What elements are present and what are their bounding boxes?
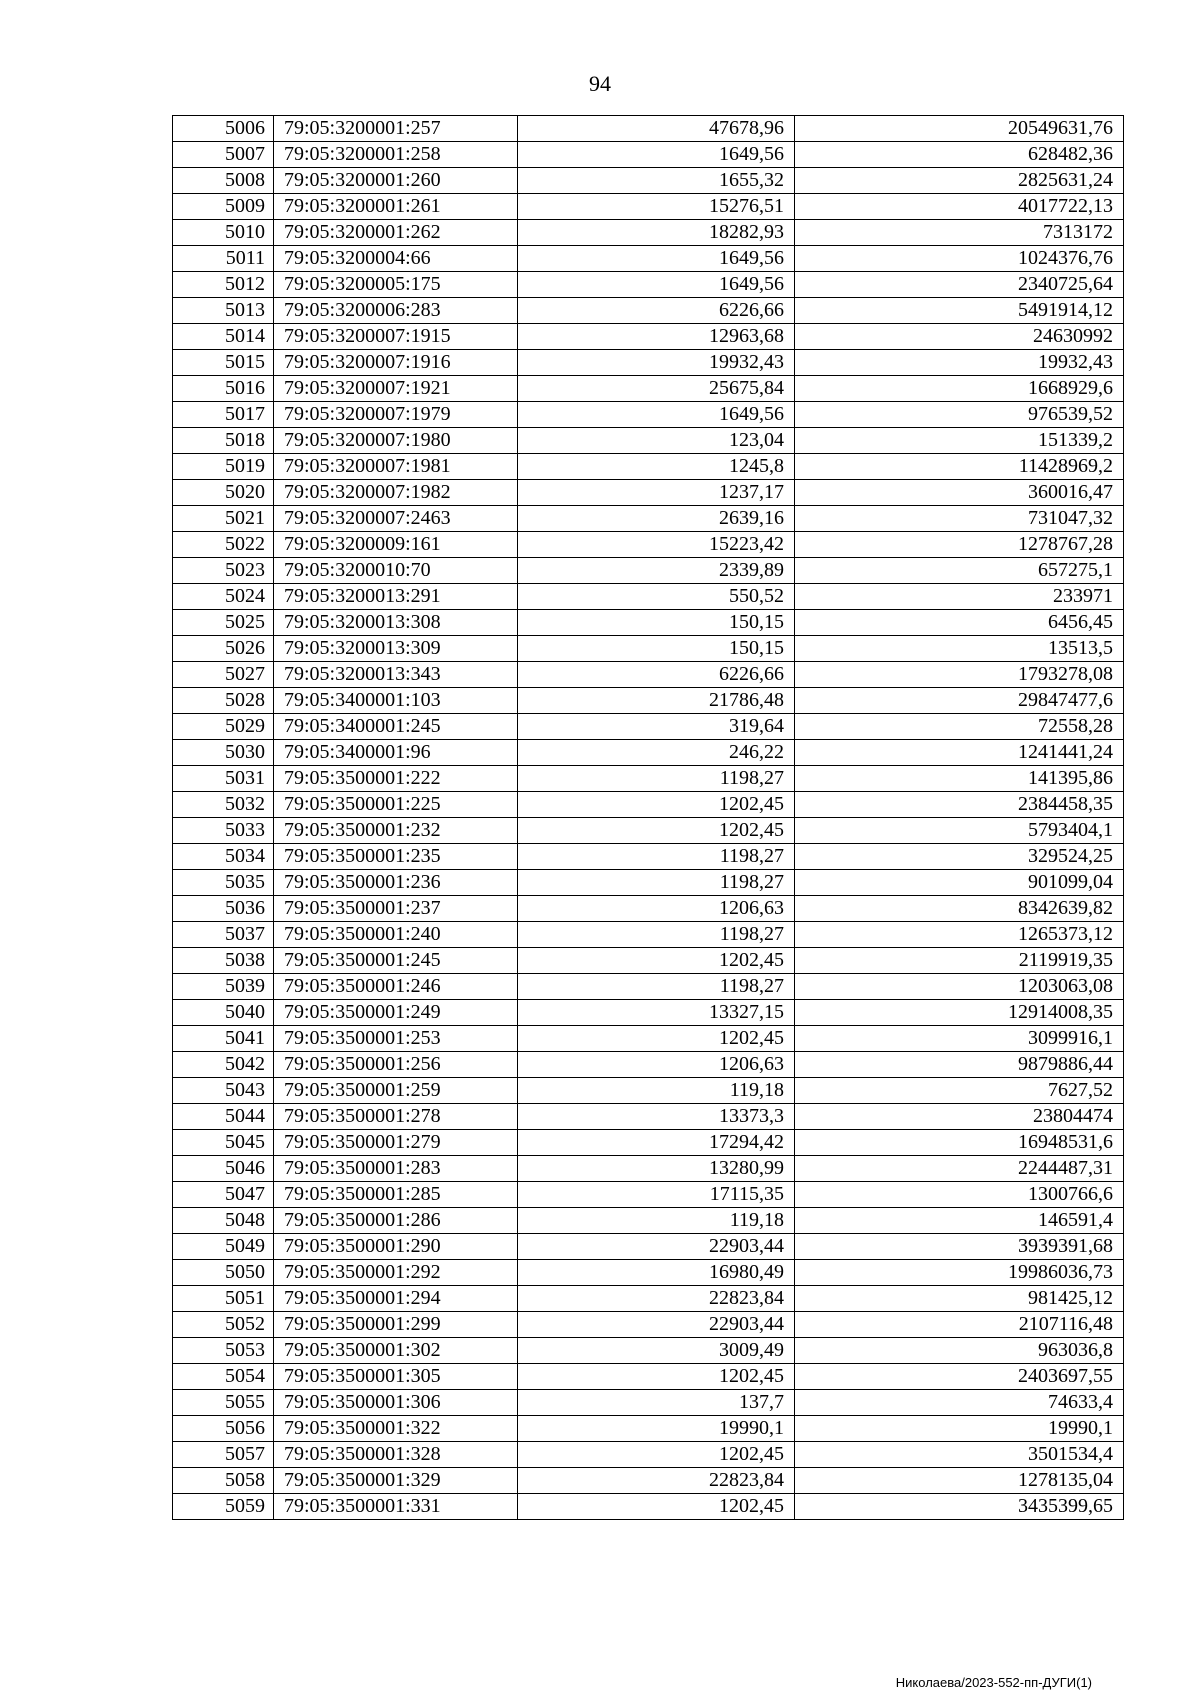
- table-row: [173, 662, 1124, 688]
- value-cell: 981425,12: [795, 1286, 1124, 1312]
- area-cell: 1206,63: [518, 1052, 795, 1078]
- row-number-cell: 5025: [173, 610, 274, 636]
- row-number-cell: 5009: [173, 194, 274, 220]
- value-cell: 976539,52: [795, 402, 1124, 428]
- area-cell: 2339,89: [518, 558, 795, 584]
- table-row: [173, 1052, 1124, 1078]
- value-cell: 24630992: [795, 324, 1124, 350]
- value-cell: 1265373,12: [795, 922, 1124, 948]
- table-row: [173, 1130, 1124, 1156]
- cadastral-number-cell: 79:05:3200009:161: [274, 532, 518, 558]
- area-cell: 22903,44: [518, 1312, 795, 1338]
- area-cell: 12963,68: [518, 324, 795, 350]
- value-cell: 12914008,35: [795, 1000, 1124, 1026]
- row-number-cell: 5016: [173, 376, 274, 402]
- table-row: [173, 194, 1124, 220]
- area-cell: 1198,27: [518, 844, 795, 870]
- value-cell: 72558,28: [795, 714, 1124, 740]
- row-number-cell: 5037: [173, 922, 274, 948]
- area-cell: 119,18: [518, 1078, 795, 1104]
- row-number-cell: 5012: [173, 272, 274, 298]
- value-cell: 1278135,04: [795, 1468, 1124, 1494]
- cadastral-number-cell: 79:05:3500001:253: [274, 1026, 518, 1052]
- area-cell: 22823,84: [518, 1286, 795, 1312]
- row-number-cell: 5049: [173, 1234, 274, 1260]
- value-cell: 141395,86: [795, 766, 1124, 792]
- row-number-cell: 5045: [173, 1130, 274, 1156]
- value-cell: 329524,25: [795, 844, 1124, 870]
- cadastral-number-cell: 79:05:3500001:245: [274, 948, 518, 974]
- table-row: [173, 1286, 1124, 1312]
- area-cell: 1198,27: [518, 922, 795, 948]
- row-number-cell: 5055: [173, 1390, 274, 1416]
- area-cell: 1198,27: [518, 766, 795, 792]
- table-row: [173, 324, 1124, 350]
- cadastral-number-cell: 79:05:3500001:299: [274, 1312, 518, 1338]
- row-number-cell: 5015: [173, 350, 274, 376]
- cadastral-number-cell: 79:05:3500001:290: [274, 1234, 518, 1260]
- cadastral-number-cell: 79:05:3200001:258: [274, 142, 518, 168]
- area-cell: 22823,84: [518, 1468, 795, 1494]
- row-number-cell: 5035: [173, 870, 274, 896]
- cadastral-number-cell: 79:05:3500001:302: [274, 1338, 518, 1364]
- area-cell: 13280,99: [518, 1156, 795, 1182]
- cadastral-number-cell: 79:05:3400001:103: [274, 688, 518, 714]
- table-row: [173, 740, 1124, 766]
- table-row: [173, 1312, 1124, 1338]
- cadastral-number-cell: 79:05:3200004:66: [274, 246, 518, 272]
- area-cell: 123,04: [518, 428, 795, 454]
- table-row: [173, 714, 1124, 740]
- area-cell: 47678,96: [518, 116, 795, 142]
- row-number-cell: 5014: [173, 324, 274, 350]
- value-cell: 7627,52: [795, 1078, 1124, 1104]
- data-table: [172, 115, 1124, 1520]
- value-cell: 3501534,4: [795, 1442, 1124, 1468]
- cadastral-number-cell: 79:05:3200007:1921: [274, 376, 518, 402]
- table-row: [173, 1468, 1124, 1494]
- cadastral-number-cell: 79:05:3400001:245: [274, 714, 518, 740]
- area-cell: 19990,1: [518, 1416, 795, 1442]
- row-number-cell: 5052: [173, 1312, 274, 1338]
- cadastral-number-cell: 79:05:3500001:283: [274, 1156, 518, 1182]
- area-cell: 19932,43: [518, 350, 795, 376]
- row-number-cell: 5020: [173, 480, 274, 506]
- value-cell: 901099,04: [795, 870, 1124, 896]
- table-row: [173, 558, 1124, 584]
- area-cell: 1206,63: [518, 896, 795, 922]
- value-cell: 23804474: [795, 1104, 1124, 1130]
- value-cell: 2107116,48: [795, 1312, 1124, 1338]
- cadastral-number-cell: 79:05:3200010:70: [274, 558, 518, 584]
- value-cell: 29847477,6: [795, 688, 1124, 714]
- area-cell: 150,15: [518, 636, 795, 662]
- table-row: [173, 1104, 1124, 1130]
- cadastral-number-cell: 79:05:3500001:285: [274, 1182, 518, 1208]
- row-number-cell: 5006: [173, 116, 274, 142]
- row-number-cell: 5042: [173, 1052, 274, 1078]
- table-row: [173, 1338, 1124, 1364]
- row-number-cell: 5023: [173, 558, 274, 584]
- table-row: [173, 1416, 1124, 1442]
- area-cell: 1202,45: [518, 792, 795, 818]
- cadastral-number-cell: 79:05:3500001:331: [274, 1494, 518, 1520]
- table-row: [173, 584, 1124, 610]
- area-cell: 1202,45: [518, 948, 795, 974]
- row-number-cell: 5033: [173, 818, 274, 844]
- value-cell: 360016,47: [795, 480, 1124, 506]
- cadastral-number-cell: 79:05:3500001:259: [274, 1078, 518, 1104]
- cadastral-number-cell: 79:05:3200013:308: [274, 610, 518, 636]
- cadastral-number-cell: 79:05:3500001:306: [274, 1390, 518, 1416]
- row-number-cell: 5019: [173, 454, 274, 480]
- cadastral-number-cell: 79:05:3400001:96: [274, 740, 518, 766]
- table-row: [173, 142, 1124, 168]
- table-row: [173, 1156, 1124, 1182]
- value-cell: 1300766,6: [795, 1182, 1124, 1208]
- table-row: [173, 246, 1124, 272]
- table-row: [173, 220, 1124, 246]
- row-number-cell: 5053: [173, 1338, 274, 1364]
- value-cell: 1278767,28: [795, 532, 1124, 558]
- area-cell: 1198,27: [518, 974, 795, 1000]
- area-cell: 21786,48: [518, 688, 795, 714]
- cadastral-number-cell: 79:05:3200006:283: [274, 298, 518, 324]
- cadastral-number-cell: 79:05:3200013:291: [274, 584, 518, 610]
- table-row: [173, 1078, 1124, 1104]
- cadastral-number-cell: 79:05:3500001:286: [274, 1208, 518, 1234]
- area-cell: 25675,84: [518, 376, 795, 402]
- table-row: [173, 948, 1124, 974]
- value-cell: 9879886,44: [795, 1052, 1124, 1078]
- page-number: 94: [589, 71, 611, 96]
- table-row: [173, 506, 1124, 532]
- row-number-cell: 5051: [173, 1286, 274, 1312]
- table-row: [173, 1494, 1124, 1520]
- value-cell: 19990,1: [795, 1416, 1124, 1442]
- area-cell: 319,64: [518, 714, 795, 740]
- area-cell: 1245,8: [518, 454, 795, 480]
- area-cell: 1649,56: [518, 246, 795, 272]
- area-cell: 15223,42: [518, 532, 795, 558]
- row-number-cell: 5056: [173, 1416, 274, 1442]
- row-number-cell: 5040: [173, 1000, 274, 1026]
- value-cell: 4017722,13: [795, 194, 1124, 220]
- area-cell: 3009,49: [518, 1338, 795, 1364]
- area-cell: 22903,44: [518, 1234, 795, 1260]
- table-row: [173, 168, 1124, 194]
- table-row: [173, 298, 1124, 324]
- cadastral-number-cell: 79:05:3500001:240: [274, 922, 518, 948]
- table-row: [173, 1026, 1124, 1052]
- cadastral-number-cell: 79:05:3500001:222: [274, 766, 518, 792]
- row-number-cell: 5047: [173, 1182, 274, 1208]
- cadastral-number-cell: 79:05:3500001:236: [274, 870, 518, 896]
- cadastral-number-cell: 79:05:3500001:256: [274, 1052, 518, 1078]
- row-number-cell: 5030: [173, 740, 274, 766]
- value-cell: 19986036,73: [795, 1260, 1124, 1286]
- cadastral-number-cell: 79:05:3500001:292: [274, 1260, 518, 1286]
- area-cell: 6226,66: [518, 298, 795, 324]
- cadastral-number-cell: 79:05:3500001:294: [274, 1286, 518, 1312]
- row-number-cell: 5029: [173, 714, 274, 740]
- value-cell: 657275,1: [795, 558, 1124, 584]
- row-number-cell: 5038: [173, 948, 274, 974]
- table-row: [173, 896, 1124, 922]
- table-row: [173, 636, 1124, 662]
- table-row: [173, 1442, 1124, 1468]
- area-cell: 137,7: [518, 1390, 795, 1416]
- area-cell: 1655,32: [518, 168, 795, 194]
- table-row: [173, 688, 1124, 714]
- cadastral-number-cell: 79:05:3500001:232: [274, 818, 518, 844]
- row-number-cell: 5044: [173, 1104, 274, 1130]
- area-cell: 1202,45: [518, 818, 795, 844]
- row-number-cell: 5031: [173, 766, 274, 792]
- cadastral-number-cell: 79:05:3200007:2463: [274, 506, 518, 532]
- table-row: [173, 402, 1124, 428]
- row-number-cell: 5058: [173, 1468, 274, 1494]
- cadastral-number-cell: 79:05:3500001:225: [274, 792, 518, 818]
- row-number-cell: 5007: [173, 142, 274, 168]
- row-number-cell: 5034: [173, 844, 274, 870]
- cadastral-number-cell: 79:05:3500001:329: [274, 1468, 518, 1494]
- value-cell: 1668929,6: [795, 376, 1124, 402]
- row-number-cell: 5048: [173, 1208, 274, 1234]
- row-number-cell: 5010: [173, 220, 274, 246]
- area-cell: 1649,56: [518, 272, 795, 298]
- table-row: [173, 1390, 1124, 1416]
- table-row: [173, 480, 1124, 506]
- footer-document-code: Николаева/2023-552-пп-ДУГИ(1): [895, 1675, 1092, 1690]
- row-number-cell: 5036: [173, 896, 274, 922]
- area-cell: 6226,66: [518, 662, 795, 688]
- cadastral-number-cell: 79:05:3200001:260: [274, 168, 518, 194]
- row-number-cell: 5043: [173, 1078, 274, 1104]
- table-row: [173, 844, 1124, 870]
- area-cell: 1202,45: [518, 1026, 795, 1052]
- row-number-cell: 5013: [173, 298, 274, 324]
- cadastral-number-cell: 79:05:3500001:278: [274, 1104, 518, 1130]
- table-row: [173, 1234, 1124, 1260]
- area-cell: 15276,51: [518, 194, 795, 220]
- value-cell: 19932,43: [795, 350, 1124, 376]
- table-row: [173, 1000, 1124, 1026]
- row-number-cell: 5022: [173, 532, 274, 558]
- value-cell: 2244487,31: [795, 1156, 1124, 1182]
- value-cell: 628482,36: [795, 142, 1124, 168]
- row-number-cell: 5026: [173, 636, 274, 662]
- cadastral-number-cell: 79:05:3500001:237: [274, 896, 518, 922]
- table-row: [173, 532, 1124, 558]
- area-cell: 1649,56: [518, 402, 795, 428]
- table-row: [173, 870, 1124, 896]
- cadastral-number-cell: 79:05:3200007:1981: [274, 454, 518, 480]
- cadastral-number-cell: 79:05:3200013:309: [274, 636, 518, 662]
- cadastral-number-cell: 79:05:3200007:1982: [274, 480, 518, 506]
- value-cell: 1793278,08: [795, 662, 1124, 688]
- cadastral-number-cell: 79:05:3500001:279: [274, 1130, 518, 1156]
- table-row: [173, 610, 1124, 636]
- value-cell: 3939391,68: [795, 1234, 1124, 1260]
- row-number-cell: 5018: [173, 428, 274, 454]
- row-number-cell: 5024: [173, 584, 274, 610]
- value-cell: 8342639,82: [795, 896, 1124, 922]
- value-cell: 2119919,35: [795, 948, 1124, 974]
- value-cell: 5793404,1: [795, 818, 1124, 844]
- area-cell: 1202,45: [518, 1494, 795, 1520]
- table-row: [173, 974, 1124, 1000]
- cadastral-number-cell: 79:05:3200007:1980: [274, 428, 518, 454]
- value-cell: 731047,32: [795, 506, 1124, 532]
- cadastral-number-cell: 79:05:3500001:328: [274, 1442, 518, 1468]
- table-row: [173, 454, 1124, 480]
- area-cell: 1649,56: [518, 142, 795, 168]
- value-cell: 1024376,76: [795, 246, 1124, 272]
- table-row: [173, 1182, 1124, 1208]
- area-cell: 1202,45: [518, 1442, 795, 1468]
- cadastral-number-cell: 79:05:3500001:322: [274, 1416, 518, 1442]
- row-number-cell: 5041: [173, 1026, 274, 1052]
- value-cell: 74633,4: [795, 1390, 1124, 1416]
- value-cell: 1203063,08: [795, 974, 1124, 1000]
- table-row: [173, 1364, 1124, 1390]
- table-body: [173, 116, 1124, 1520]
- value-cell: 5491914,12: [795, 298, 1124, 324]
- value-cell: 146591,4: [795, 1208, 1124, 1234]
- area-cell: 119,18: [518, 1208, 795, 1234]
- cadastral-number-cell: 79:05:3200007:1915: [274, 324, 518, 350]
- value-cell: 1241441,24: [795, 740, 1124, 766]
- value-cell: 963036,8: [795, 1338, 1124, 1364]
- table-row: [173, 428, 1124, 454]
- cadastral-number-cell: 79:05:3200001:262: [274, 220, 518, 246]
- value-cell: 3435399,65: [795, 1494, 1124, 1520]
- area-cell: 17115,35: [518, 1182, 795, 1208]
- row-number-cell: 5057: [173, 1442, 274, 1468]
- cadastral-number-cell: 79:05:3200005:175: [274, 272, 518, 298]
- value-cell: 20549631,76: [795, 116, 1124, 142]
- area-cell: 550,52: [518, 584, 795, 610]
- area-cell: 18282,93: [518, 220, 795, 246]
- cadastral-number-cell: 79:05:3200013:343: [274, 662, 518, 688]
- cadastral-number-cell: 79:05:3200007:1916: [274, 350, 518, 376]
- value-cell: 151339,2: [795, 428, 1124, 454]
- area-cell: 2639,16: [518, 506, 795, 532]
- row-number-cell: 5008: [173, 168, 274, 194]
- row-number-cell: 5011: [173, 246, 274, 272]
- value-cell: 2825631,24: [795, 168, 1124, 194]
- value-cell: 6456,45: [795, 610, 1124, 636]
- table-row: [173, 376, 1124, 402]
- cadastral-number-cell: 79:05:3500001:305: [274, 1364, 518, 1390]
- row-number-cell: 5021: [173, 506, 274, 532]
- row-number-cell: 5039: [173, 974, 274, 1000]
- cadastral-number-cell: 79:05:3200007:1979: [274, 402, 518, 428]
- row-number-cell: 5046: [173, 1156, 274, 1182]
- table-row: [173, 1260, 1124, 1286]
- row-number-cell: 5032: [173, 792, 274, 818]
- value-cell: 2403697,55: [795, 1364, 1124, 1390]
- table-row: [173, 272, 1124, 298]
- row-number-cell: 5050: [173, 1260, 274, 1286]
- table-row: [173, 350, 1124, 376]
- table-row: [173, 818, 1124, 844]
- row-number-cell: 5017: [173, 402, 274, 428]
- row-number-cell: 5059: [173, 1494, 274, 1520]
- value-cell: 13513,5: [795, 636, 1124, 662]
- value-cell: 2340725,64: [795, 272, 1124, 298]
- table-row: [173, 766, 1124, 792]
- cadastral-number-cell: 79:05:3500001:235: [274, 844, 518, 870]
- value-cell: 2384458,35: [795, 792, 1124, 818]
- cadastral-number-cell: 79:05:3500001:249: [274, 1000, 518, 1026]
- area-cell: 17294,42: [518, 1130, 795, 1156]
- value-cell: 3099916,1: [795, 1026, 1124, 1052]
- area-cell: 1237,17: [518, 480, 795, 506]
- value-cell: 11428969,2: [795, 454, 1124, 480]
- row-number-cell: 5027: [173, 662, 274, 688]
- area-cell: 16980,49: [518, 1260, 795, 1286]
- cadastral-number-cell: 79:05:3200001:257: [274, 116, 518, 142]
- row-number-cell: 5054: [173, 1364, 274, 1390]
- value-cell: 7313172: [795, 220, 1124, 246]
- row-number-cell: 5028: [173, 688, 274, 714]
- area-cell: 1202,45: [518, 1364, 795, 1390]
- cadastral-number-cell: 79:05:3500001:246: [274, 974, 518, 1000]
- area-cell: 13373,3: [518, 1104, 795, 1130]
- table-row: [173, 116, 1124, 142]
- table-row: [173, 1208, 1124, 1234]
- value-cell: 233971: [795, 584, 1124, 610]
- value-cell: 16948531,6: [795, 1130, 1124, 1156]
- area-cell: 13327,15: [518, 1000, 795, 1026]
- table-row: [173, 922, 1124, 948]
- table-row: [173, 792, 1124, 818]
- area-cell: 150,15: [518, 610, 795, 636]
- cadastral-number-cell: 79:05:3200001:261: [274, 194, 518, 220]
- area-cell: 1198,27: [518, 870, 795, 896]
- area-cell: 246,22: [518, 740, 795, 766]
